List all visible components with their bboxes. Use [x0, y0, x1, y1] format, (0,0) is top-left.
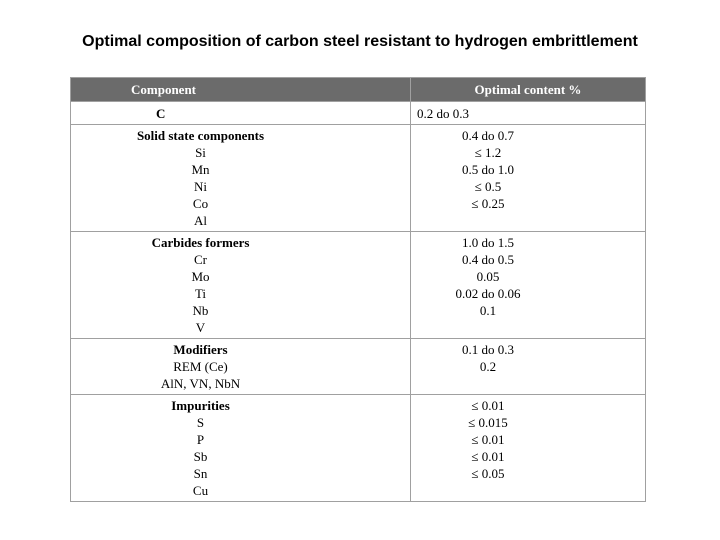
composition-table — [70, 77, 646, 502]
table-row-impurities — [71, 395, 646, 502]
table-row-carbides-formers — [71, 232, 646, 339]
element-name: V — [195, 320, 206, 335]
element-name: Mo — [191, 269, 210, 284]
group-component-cell — [71, 125, 411, 232]
element-name: Mn — [191, 162, 210, 177]
element-name: Cr — [194, 252, 207, 267]
element-name: Cu — [192, 483, 209, 498]
element-name: Sn — [193, 466, 208, 481]
group-title: Carbides formers — [151, 235, 250, 250]
group-component-cell — [71, 339, 411, 395]
page-title: Optimal composition of carbon steel resistant to hydrogen embrittlement — [82, 33, 638, 50]
element-value: 0.1 — [479, 303, 497, 318]
element-name: AlN, VN, NbN — [160, 376, 241, 391]
group-title: Modifiers — [173, 342, 228, 357]
group-content-cell — [411, 232, 646, 339]
element-name: Co — [192, 196, 209, 211]
element-value: 0.02 do 0.06 — [455, 286, 521, 301]
column-header-content: Optimal content % — [411, 78, 646, 102]
group-title: Impurities — [171, 398, 230, 413]
group-content-cell — [411, 125, 646, 232]
group-content-cell — [411, 395, 646, 502]
element-value: 0.05 — [476, 269, 500, 284]
column-header-component: Component — [71, 78, 411, 102]
element-value: ≤ 0.015 — [468, 415, 508, 430]
element-name: Si — [195, 145, 206, 160]
group-content-cell — [411, 339, 646, 395]
carbon-component-cell: C — [71, 102, 411, 125]
element-value: ≤ 0.01 — [471, 398, 505, 413]
element-value: ≤ 0.05 — [471, 466, 505, 481]
element-name: Sb — [193, 449, 208, 464]
element-name: Nb — [192, 303, 209, 318]
element-name: Ni — [194, 179, 207, 194]
element-name: Ti — [194, 286, 207, 301]
table-header-row — [71, 78, 646, 102]
element-value: 0.2 — [479, 359, 497, 374]
table-row-solid-state — [71, 125, 646, 232]
element-value: ≤ 0.5 — [474, 179, 502, 194]
group-component-cell — [71, 395, 411, 502]
element-value: 0.5 do 1.0 — [462, 162, 514, 177]
table-row-carbon — [71, 102, 646, 125]
element-value: ≤ 1.2 — [474, 145, 502, 160]
element-value: ≤ 0.25 — [471, 196, 505, 211]
element-value: ≤ 0.01 — [471, 449, 505, 464]
element-name: P — [196, 432, 205, 447]
element-value: ≤ 0.01 — [471, 432, 505, 447]
carbon-content-cell: 0.2 do 0.3 — [411, 102, 646, 125]
element-value: 1.0 do 1.5 — [462, 235, 514, 250]
group-title: Solid state components — [136, 128, 265, 143]
element-value: 0.4 do 0.5 — [462, 252, 514, 267]
element-name: S — [196, 415, 205, 430]
element-name: Al — [194, 213, 207, 228]
element-name: REM (Ce) — [173, 359, 228, 374]
group-component-cell — [71, 232, 411, 339]
table-row-modifiers — [71, 339, 646, 395]
element-value: 0.4 do 0.7 — [462, 128, 514, 143]
element-value: 0.1 do 0.3 — [462, 342, 514, 357]
